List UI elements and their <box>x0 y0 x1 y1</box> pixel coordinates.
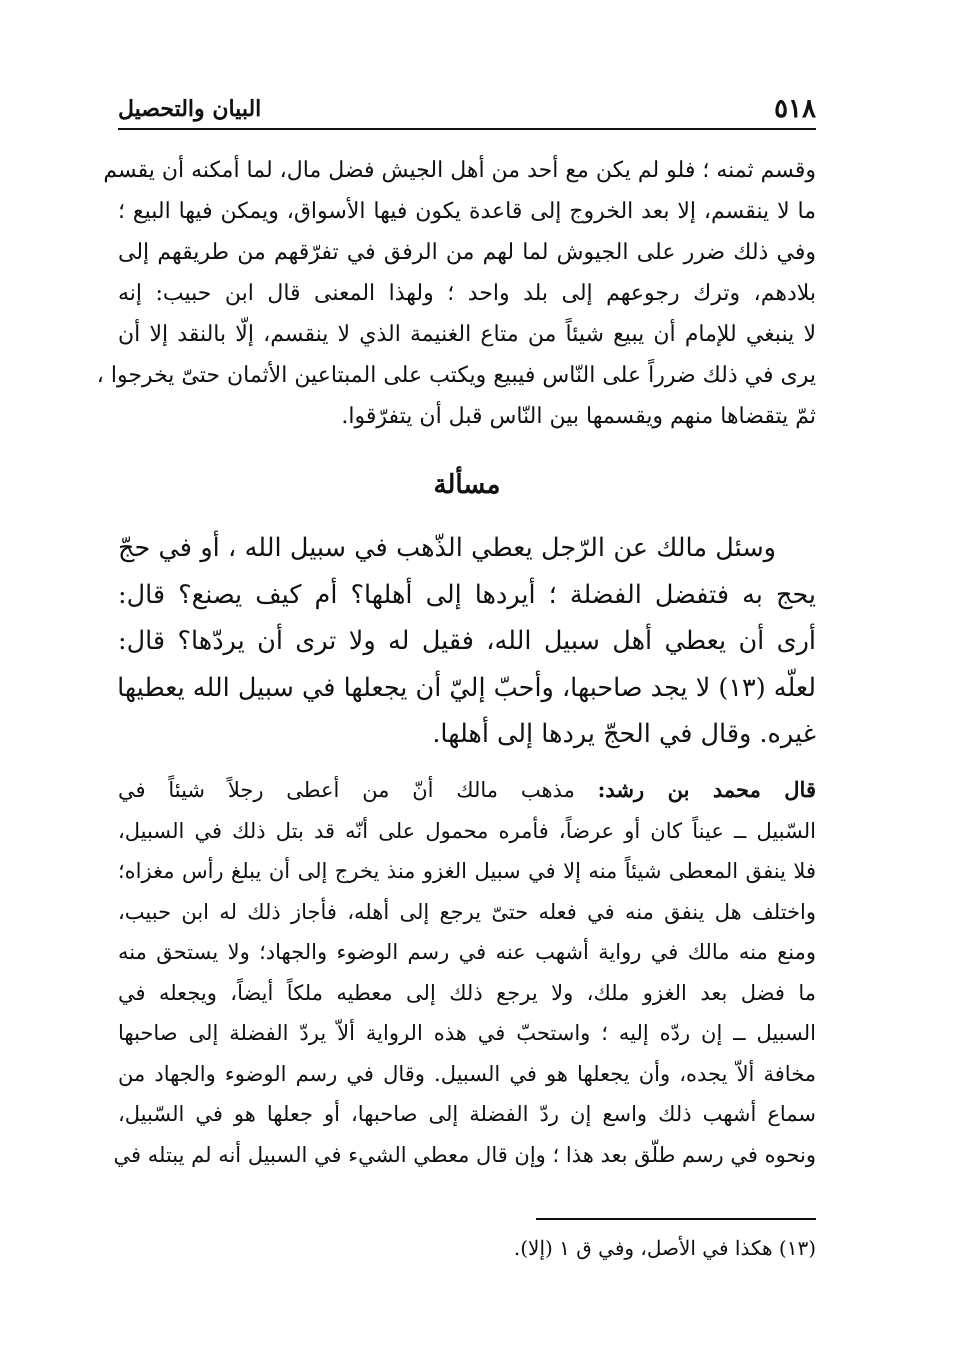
text-line: يرى في ذلك ضرراً على النّاس فيبيع ويكتب على المبتاعين الأثمان حتىّ يخرجوا ، <box>96 363 816 388</box>
text-line: واختلف هل ينفق منه في فعله حتىّ يرجع إلى أهله، فأجاز ذلك له ابن حبيب، <box>118 899 816 924</box>
text-line: وفي ذلك ضرر على الجيوش لما لهم من الرفق في تفرّقهم من طريقهم إلى <box>118 240 816 265</box>
paragraph-1 <box>96 150 816 437</box>
text-line <box>118 770 816 811</box>
text-line: ما لا ينقسم، إلا بعد الخروج إلى قاعدة يكون فيها الأسواق، ويمكن فيها البيع ؛ <box>118 199 816 224</box>
text-line: سماع أشهب ذلك واسع إن ردّ الفضلة إلى صاحبها، أو جعلها هو في السّبيل، <box>118 1102 816 1126</box>
paragraph-3 <box>113 770 816 1175</box>
text-line: فلا ينفق المعطى شيئاً منه إلا في سبيل الغزو منذ يخرج إلى أن يبلغ رأس مغزاه؛ <box>118 859 816 883</box>
section-heading: مسألة <box>433 470 501 500</box>
text-line: ما فضل بعد الغزو ملك، ولا يرجع ذلك إلى معطيه ملكاً أيضاً، ويجعله في <box>118 980 816 1005</box>
footnote-separator <box>536 1218 816 1220</box>
commentary-lead: قال محمد بن رشد: <box>597 777 816 802</box>
text-line: ومنع منه مالك في رواية أشهب عنه في رسم الوضوء والجهاد؛ ولا يستحق منه <box>118 940 816 964</box>
text-line: السبيل ــ إن ردّه إليه ؛ واستحبّ في هذه الرواية ألاّ يردّ الفضلة إلى صاحبها <box>118 1021 816 1045</box>
text-line: مخافة ألاّ يجده، وأن يجعلها هو في السبيل. وقال في رسم الوضوء والجهاد من <box>118 1061 816 1086</box>
text-line: لا ينبغي للإمام أن يبيع شيئاً من متاع الغنيمة الذي لا ينقسم، إلّا بالنقد إلا أن <box>118 322 816 347</box>
text-line: السّبيل ــ عيناً كان أو عرضاً، فأمره محمول على أنّه قد بتل ذلك في السبيل، <box>118 818 816 843</box>
page-number: ٥١٨ <box>774 94 816 124</box>
text-line: ثمّ يتقضاها منهم ويقسمها بين النّاس قبل أن يتفرّقوا. <box>341 404 816 429</box>
text-line: وسئل مالك عن الرّجل يعطي الذّهب في سبيل الله ، أو في حجّ <box>118 533 776 563</box>
text-fragment: مذهب مالك أنّ من أعطى رجلاً شيئاً في <box>118 778 598 802</box>
page-header <box>118 88 816 130</box>
text-line: يحج به فتفضل الفضلة ؛ أيردها إلى أهلها؟ أم كيف يصنع؟ قال: <box>118 579 816 610</box>
text-line: لعلّه (١٣) لا يجد صاحبها، وأحبّ إليّ أن يجعلها في سبيل الله يعطيها <box>117 672 816 703</box>
text-line: غيره. وقال في الحجّ يردها إلى أهلها. <box>432 719 816 749</box>
text-line: وقسم ثمنه ؛ فلو لم يكن مع أحد من أهل الجيش فضل مال، لما أمكنه أن يقسم <box>103 158 816 183</box>
running-title: البيان والتحصيل <box>118 96 262 122</box>
text-line: أرى أن يعطي أهل سبيل الله، فقيل له ولا ترى أن يردّها؟ قال: <box>118 626 816 656</box>
paragraph-2 <box>118 525 816 758</box>
footnote: (١٣) هكذا في الأصل، وفي ق ١ (إلا). <box>513 1236 816 1260</box>
text-line: ونحوه في رسم طلّق بعد هذا ؛ وإن قال معطي الشيء في السبيل أنه لم يبتله في <box>113 1142 816 1167</box>
text-line: بلادهم، وترك رجوعهم إلى بلد واحد ؛ ولهذا المعنى قال ابن حبيب: إنه <box>118 281 816 306</box>
